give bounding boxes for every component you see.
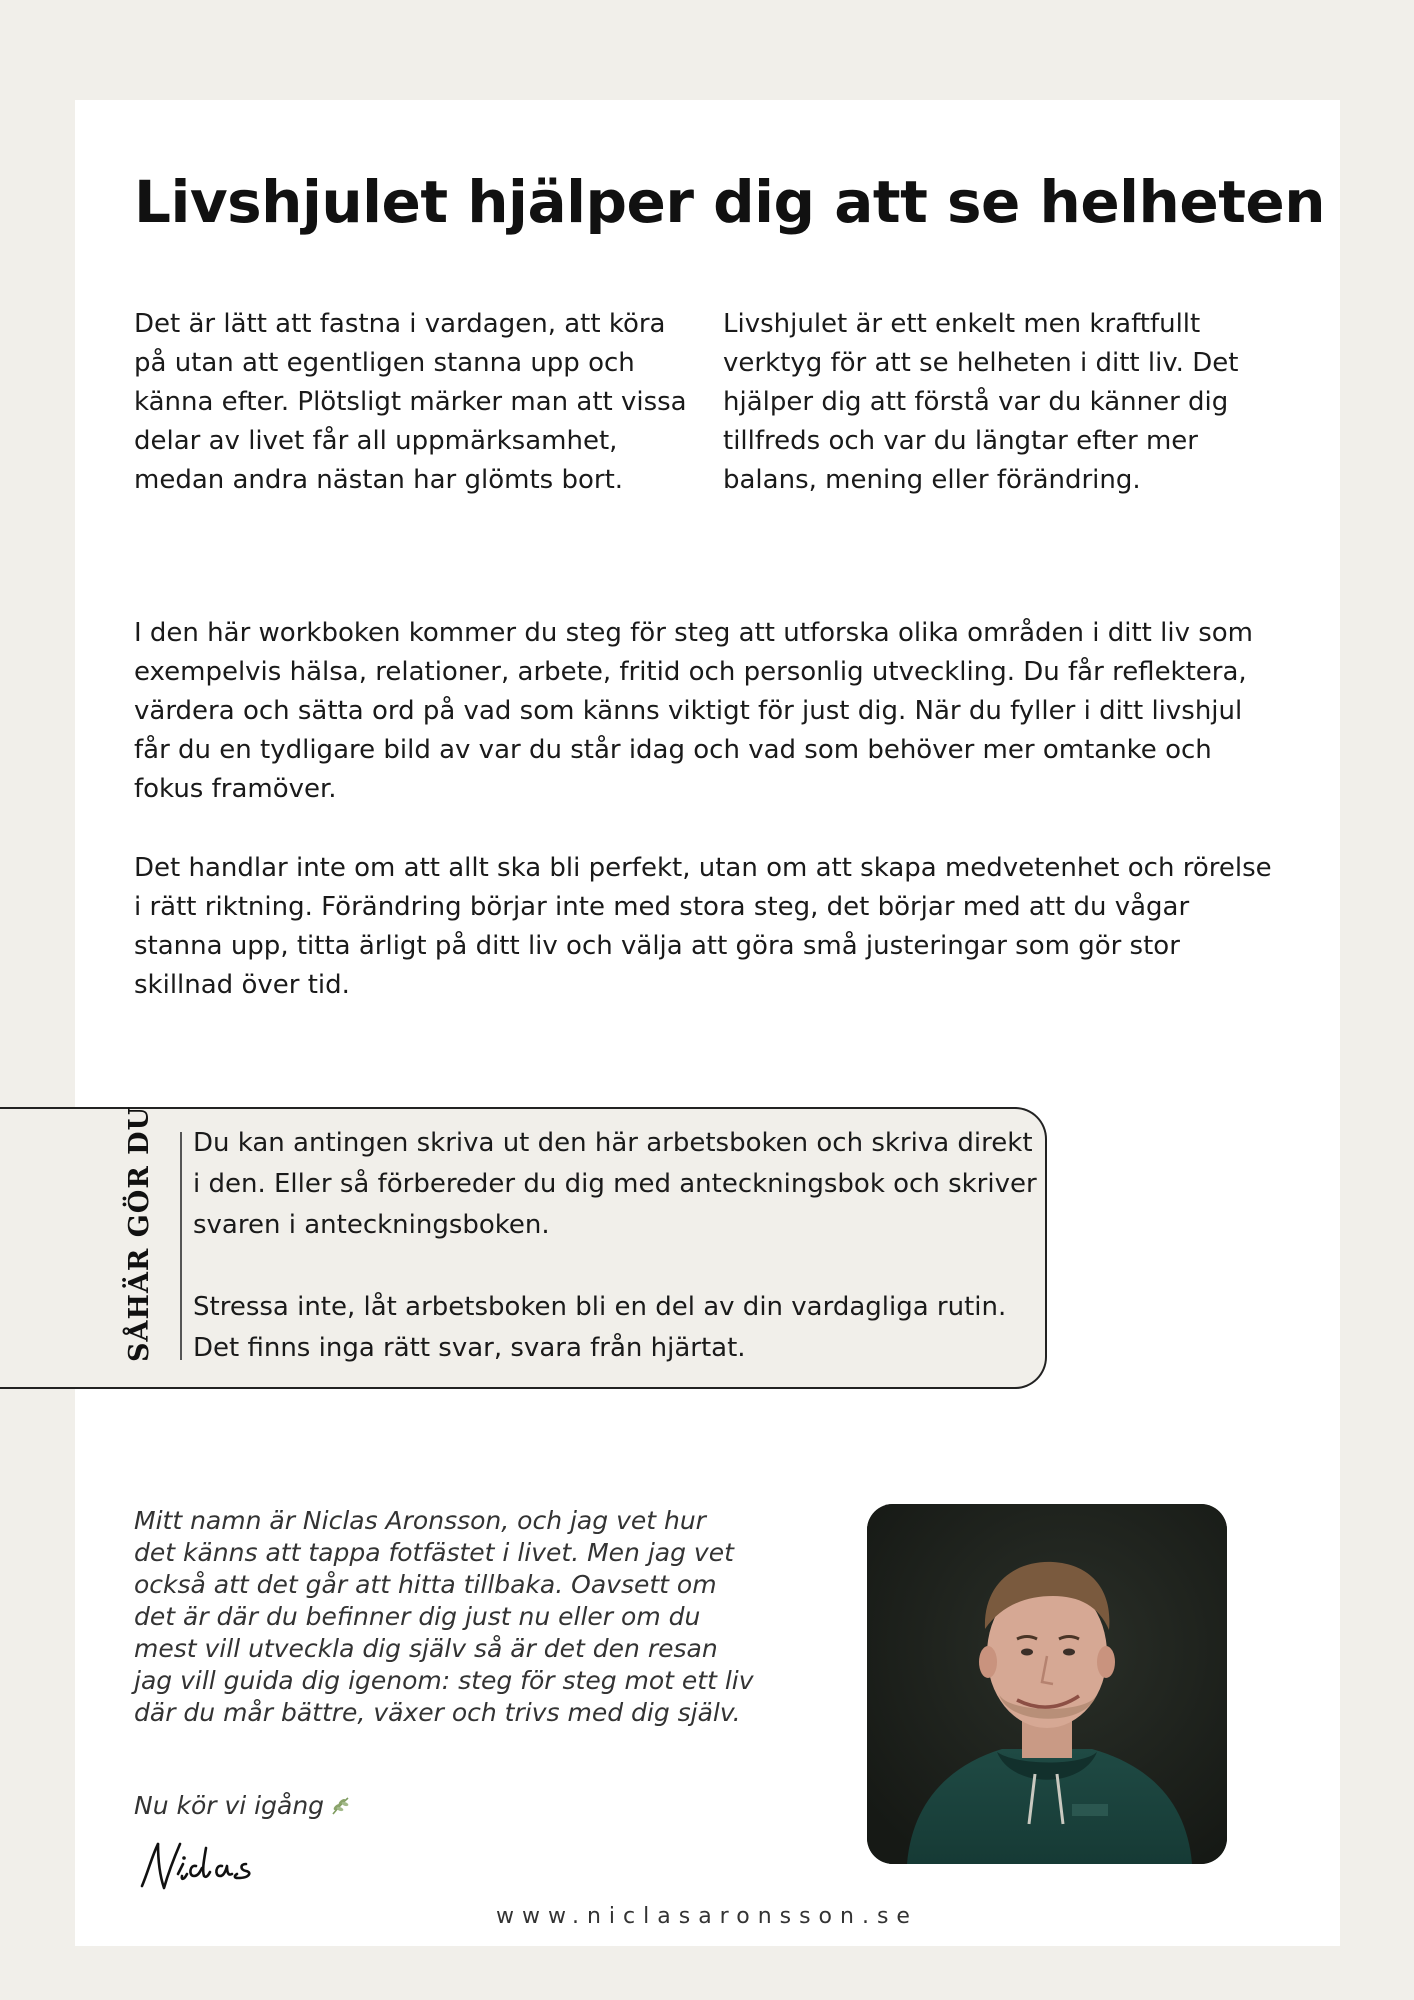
portrait-illustration bbox=[867, 1504, 1227, 1864]
sprig-icon bbox=[328, 1794, 352, 1818]
website-url[interactable]: www.niclasaronsson.se bbox=[496, 1904, 918, 1929]
signature-niclas bbox=[134, 1836, 274, 1896]
page-title: Livshjulet hjälper dig att se helheten bbox=[134, 168, 1326, 236]
body-paragraph-1: I den här workboken kommer du steg för steg att utforska olika områden i ditt liv som exempelvis hälsa, relationer, arbete, fritid och personlig utveckling. Du får reflektera, värdera och sätta ord på vad som känns viktigt för just dig. När du fyller i ditt livshjul får du en tydligare bild av var du står idag och vad som behöver mer omtanke och fokus framöver. bbox=[134, 618, 1254, 804]
howto-paragraph-2: Stressa inte, låt arbetsboken bli en del av din vardagliga rutin. Det finns inga rätt svar, svara från hjärtat. bbox=[193, 1292, 1007, 1363]
body-paragraph-2: Det handlar inte om att allt ska bli perfekt, utan om att skapa medvetenhet och rörelse i rätt riktning. Förändring börjar inte med stora steg, det börjar med att du vågar stanna upp, titta ärligt på ditt liv och välja att göra små justeringar som gör stor skillnad över tid. bbox=[134, 853, 1272, 1000]
howto-label: SÅHÄR GÖR DU bbox=[124, 1105, 155, 1362]
howto-divider bbox=[180, 1132, 182, 1360]
closing-line bbox=[134, 1791, 352, 1820]
intro-right: Livshjulet är ett enkelt men kraftfullt verktyg för att se helheten i ditt liv. Det hjälper dig att förstå var du känner dig tillfreds och var du längtar efter mer balans, mening eller förändring. bbox=[723, 309, 1239, 495]
intro-left: Det är lätt att fastna i vardagen, att köra på utan att egentligen stanna upp och känna efter. Plötsligt märker man att vissa delar av livet får all uppmärksamhet, medan andra nästan har glömts bort. bbox=[134, 309, 687, 495]
closing-text: Nu kör vi igång bbox=[134, 1791, 325, 1820]
howto-paragraph-1: Du kan antingen skriva ut den här arbetsboken och skriva direkt i den. Eller så förbereder du dig med anteckningsbok och skriver svaren i anteckningsboken. bbox=[193, 1128, 1037, 1240]
bio-text: Mitt namn är Niclas Aronsson, och jag vet hur det känns att tappa fotfästet i livet. Men jag vet också att det går att hitta tillbaka. Oavsett om det är där du befinner dig just nu eller om du mest vill utveckla dig själv så är det den resan jag vill guida dig igenom: steg för steg mot ett liv där du mår bättre, växer och trivs med dig själv. bbox=[134, 1506, 754, 1727]
author-photo bbox=[867, 1504, 1227, 1864]
